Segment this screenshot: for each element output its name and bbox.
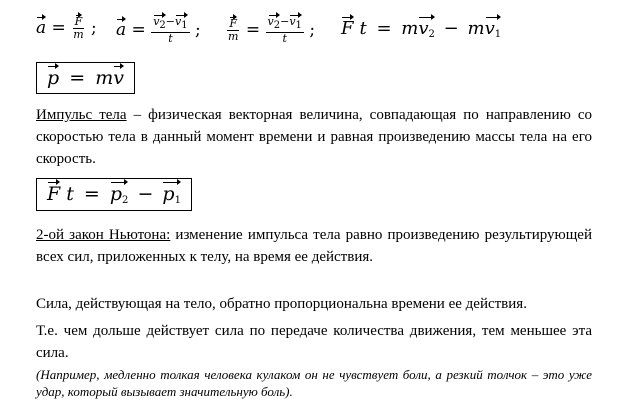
law-text: изменение импульса тела равно произведению результирующей всех сил, приложенных к телу, на время ее действия. <box>36 227 592 265</box>
separator: ; <box>309 20 316 40</box>
vector-p: p <box>47 67 60 89</box>
momentum-formula-box: p = mv <box>36 62 135 94</box>
formula-row <box>36 6 596 46</box>
denominator-t: t <box>168 32 173 45</box>
formula-acceleration-force <box>36 16 97 41</box>
definition-text: – физическая векторная величина, совпадающая по направлению со скоростью тела в данный момент времени и равная произведению массы тела на его скорость. <box>36 107 592 167</box>
vector-p2: $p_2$ <box>109 183 129 206</box>
vector-a: a <box>116 20 127 40</box>
impulse-formula-box: F $t = p_2 - p_1$ <box>36 178 192 211</box>
denominator-m: m <box>228 30 239 43</box>
term-newton-law: 2-ой закон Ньютона: <box>36 227 171 243</box>
fraction-dv-over-t: $\frac{v2-v1}{t}$ <box>267 15 302 45</box>
vector-v: v <box>113 67 124 89</box>
vector-v1: $v_1$ <box>484 18 502 40</box>
separator: ; <box>91 18 97 38</box>
vector-f: F <box>341 18 354 39</box>
denominator-m: m <box>73 28 84 41</box>
vector-f: F <box>74 15 83 28</box>
newton-second-law <box>36 224 592 268</box>
vector-v2: v2 <box>267 15 281 31</box>
vector-v2: v2 <box>153 15 166 31</box>
vector-a: a <box>36 18 47 38</box>
fraction-f-over-m <box>226 18 240 43</box>
equals-sign: = <box>51 18 66 38</box>
equals-sign: = <box>131 20 146 40</box>
separator: ; <box>195 20 201 40</box>
vector-v2: $v_2$ <box>418 18 435 40</box>
vector-f: F <box>47 183 61 205</box>
equals-sign: = <box>245 20 261 40</box>
vector-f: F <box>229 17 238 30</box>
fraction-dv-over-t: $\frac{v2-v1}{t}$ <box>153 15 188 45</box>
momentum-definition <box>36 104 592 170</box>
formula-acceleration-velocity <box>116 16 201 45</box>
vector-p1: $p_1$ <box>162 183 181 206</box>
term-impulse: Импульс тела <box>36 107 127 123</box>
vector-v1: v1 <box>175 15 188 31</box>
formula-impulse-momentum: F $t = mv_2 - mv_1$ <box>341 18 502 40</box>
force-time-explanation: Т.е. чем дольше действует сила по передаче количества движения, тем меньшее эта сила. <box>36 323 592 361</box>
denominator-t: t <box>282 32 287 45</box>
vector-v1: v1 <box>289 15 302 31</box>
example-note: (Например, медленно толкая человека кулаком он не чувствует боли, а резкий толчок – это уже удар, который вызывает значительную боль). <box>36 367 592 399</box>
fraction-f-over-m <box>71 16 85 41</box>
force-time-statement: Сила, действующая на тело, обратно пропорциональна времени ее действия. <box>36 296 527 312</box>
formula-force-mass-velocity <box>226 16 315 45</box>
